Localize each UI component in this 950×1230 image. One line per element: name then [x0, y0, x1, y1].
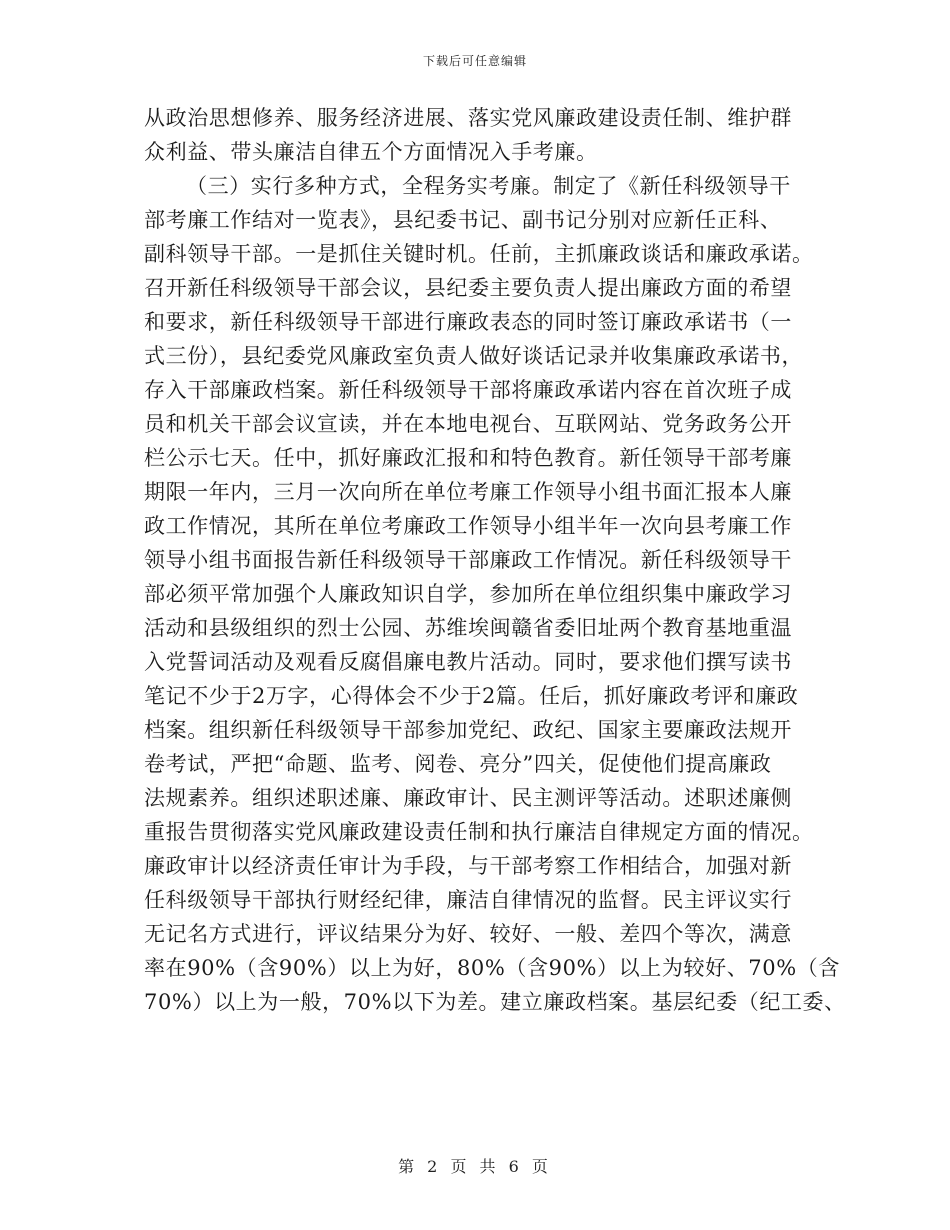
text-line: 部考廉工作结对一览表》，县纪委书记、副书记分别对应新任正科、 [144, 208, 782, 232]
text-line: 任科级领导干部执行财经纪律，廉洁自律情况的监督。民主评议实行 [144, 888, 792, 912]
text-line: 领导小组书面报告新任科级领导干部廉政工作情况。新任科级领导干 [144, 548, 792, 572]
body-text [144, 101, 846, 1019]
text-line: 式三份），县纪委党风廉政室负责人做好谈话记录并收集廉政承诺书， [144, 344, 804, 368]
text-line: 重报告贯彻落实党风廉政建设责任制和执行廉洁自律规定方面的情况。 [144, 820, 814, 844]
text-line: 档案。组织新任科级领导干部参加党纪、政纪、国家主要廉政法规开 [144, 718, 792, 742]
text-line: 存入干部廉政档案。新任科级领导干部将廉政承诺内容在首次班子成 [144, 378, 792, 402]
text-line: 众利益、带头廉洁自律五个方面情况入手考廉。 [144, 140, 598, 164]
text-line: 率在90%（含90%）以上为好，80%（含90%）以上为较好、70%（含 [144, 956, 840, 980]
text-line: 政工作情况，其所在单位考廉政工作领导小组半年一次向县考廉工作 [144, 514, 792, 538]
text-line: 员和机关干部会议宣读，并在本地电视台、互联网站、党务政务公开 [144, 412, 792, 436]
page-number-footer: 第 2 页 共 6 页 [398, 1157, 552, 1176]
text-line: 笔记不少于2万字，心得体会不少于2篇。任后，抓好廉政考评和廉政 [144, 684, 799, 708]
text-line: 部必须平常加强个人廉政知识自学，参加所在单位组织集中廉政学习 [144, 582, 792, 606]
paragraph-first-line: （三）实行多种方式，全程务实考廉。制定了《新任科级领导干 [186, 174, 791, 198]
text-line: 活动和县级组织的烈士公园、苏维埃闽赣省委旧址两个教育基地重温 [144, 616, 792, 640]
text-line: 70%）以上为一般，70%以下为差。建立廉政档案。基层纪委（纪工委、 [144, 990, 846, 1014]
text-line: 召开新任科级领导干部会议，县纪委主要负责人提出廉政方面的希望 [144, 276, 792, 300]
text-line: 卷考试，严把“命题、监考、阅卷、亮分”四关，促使他们提高廉政 [144, 752, 772, 776]
page-header: 下载后可任意编辑 [422, 54, 527, 68]
text-line: 从政治思想修养、服务经济进展、落实党风廉政建设责任制、维护群 [144, 106, 792, 130]
text-line: 栏公示七天。任中，抓好廉政汇报和和特色教育。新任领导干部考廉 [144, 446, 792, 470]
text-line: 法规素养。组织述职述廉、廉政审计、民主测评等活动。述职述廉侧 [144, 786, 792, 810]
text-line: 入党誓词活动及观看反腐倡廉电教片活动。同时，要求他们撰写读书 [144, 650, 792, 674]
text-line: 期限一年内，三月一次向所在单位考廉工作领导小组书面汇报本人廉 [144, 480, 792, 504]
text-line: 副科领导干部。一是抓住关键时机。任前，主抓廉政谈话和廉政承诺。 [144, 242, 814, 266]
text-line: 廉政审计以经济责任审计为手段，与干部考察工作相结合，加强对新 [144, 854, 792, 878]
text-line: 无记名方式进行，评议结果分为好、较好、一般、差四个等次，满意 [144, 922, 792, 946]
text-line: 和要求，新任科级领导干部进行廉政表态的同时签订廉政承诺书（一 [144, 310, 792, 334]
